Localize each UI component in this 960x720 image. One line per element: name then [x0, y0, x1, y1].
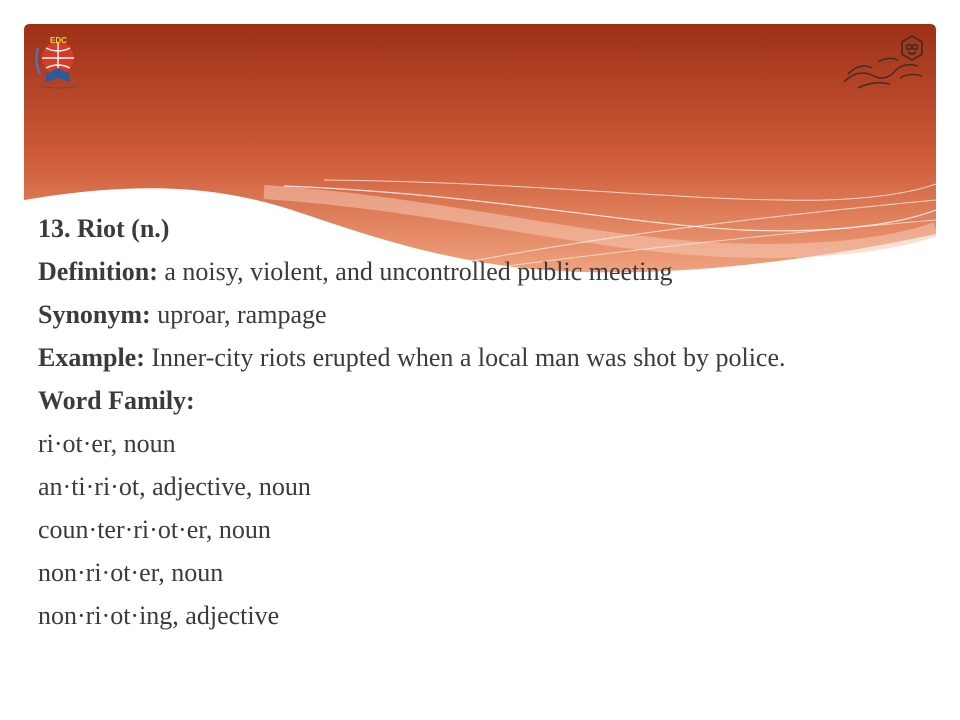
- university-logo: [838, 32, 930, 94]
- entry-title: 13. Riot (n.): [38, 214, 170, 243]
- definition-text: a noisy, violent, and uncontrolled public meeting: [164, 257, 673, 286]
- svg-text:EDC: EDC: [50, 36, 67, 45]
- synonym-line: [38, 300, 924, 330]
- synonym-text: uproar, rampage: [157, 300, 327, 329]
- vocabulary-entry: [38, 214, 924, 644]
- definition-label: Definition:: [38, 257, 158, 286]
- word-family-item: non·ri·ot·ing, adjective: [38, 601, 280, 630]
- example-line: [38, 343, 924, 373]
- word-family-item: ri·ot·er, noun: [38, 429, 176, 458]
- word-family-item: non·ri·ot·er, noun: [38, 558, 224, 587]
- word-family-item: coun·ter·ri·ot·er, noun: [38, 515, 271, 544]
- definition-line: [38, 257, 924, 287]
- edc-logo: [32, 34, 84, 92]
- example-text: Inner-city riots erupted when a local man was shot by police.: [151, 343, 786, 372]
- example-label: Example:: [38, 343, 145, 372]
- synonym-label: Synonym:: [38, 300, 151, 329]
- word-family-label: Word Family:: [38, 386, 195, 415]
- word-family-item: an·ti·ri·ot, adjective, noun: [38, 472, 311, 501]
